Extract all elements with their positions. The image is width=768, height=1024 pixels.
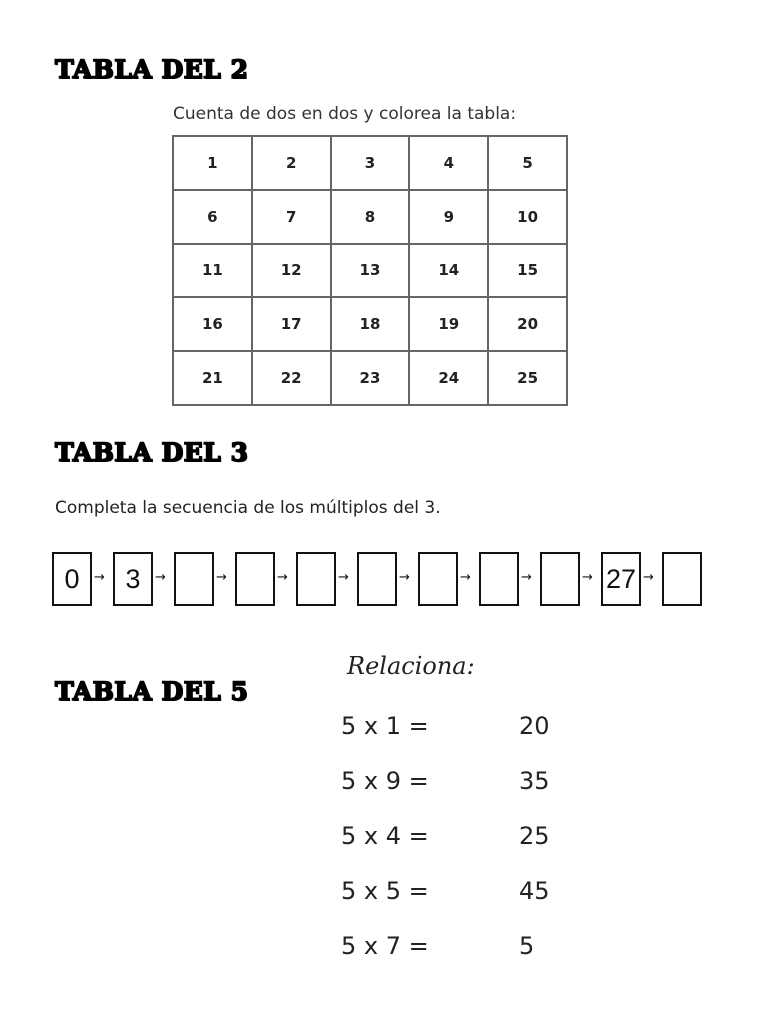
arrow-right-icon: → bbox=[399, 570, 410, 585]
grid-row bbox=[173, 351, 567, 405]
grid-row bbox=[173, 190, 567, 244]
grid-cell[interactable]: 1 bbox=[173, 136, 252, 190]
arrow-right-icon: → bbox=[338, 570, 349, 585]
answer-option[interactable]: 5 bbox=[519, 932, 535, 960]
instruction-tabla-del-2: Cuenta de dos en dos y colorea la tabla: bbox=[173, 104, 517, 124]
sequence-blank-box[interactable] bbox=[296, 552, 336, 606]
instruction-relaciona: Relaciona: bbox=[347, 652, 475, 680]
grid-cell[interactable]: 13 bbox=[331, 244, 410, 298]
answer-option[interactable]: 25 bbox=[519, 822, 550, 850]
matching-row bbox=[341, 877, 581, 913]
sequence-box: 0 bbox=[52, 552, 92, 606]
grid-cell[interactable]: 7 bbox=[252, 190, 331, 244]
number-grid-1-to-25 bbox=[172, 135, 568, 406]
sequence-blank-box[interactable] bbox=[418, 552, 458, 606]
heading-tabla-del-5: TABLA DEL 5 bbox=[55, 677, 249, 706]
grid-cell[interactable]: 19 bbox=[409, 297, 488, 351]
grid-cell[interactable]: 14 bbox=[409, 244, 488, 298]
grid-cell[interactable]: 3 bbox=[331, 136, 410, 190]
grid-cell[interactable]: 25 bbox=[488, 351, 567, 405]
multiplication-expression: 5 x 7 = bbox=[341, 932, 429, 960]
grid-cell[interactable]: 2 bbox=[252, 136, 331, 190]
grid-cell[interactable]: 23 bbox=[331, 351, 410, 405]
sequence-blank-box[interactable] bbox=[540, 552, 580, 606]
sequence-box: 3 bbox=[113, 552, 153, 606]
grid-cell[interactable]: 11 bbox=[173, 244, 252, 298]
grid-cell[interactable]: 17 bbox=[252, 297, 331, 351]
answer-option[interactable]: 35 bbox=[519, 767, 550, 795]
multiplication-expression: 5 x 9 = bbox=[341, 767, 429, 795]
sequence-blank-box[interactable] bbox=[662, 552, 702, 606]
grid-cell[interactable]: 12 bbox=[252, 244, 331, 298]
multiplication-expression: 5 x 1 = bbox=[341, 712, 429, 740]
answer-option[interactable]: 20 bbox=[519, 712, 550, 740]
grid-cell[interactable]: 10 bbox=[488, 190, 567, 244]
multiples-of-3-sequence bbox=[52, 552, 712, 610]
sequence-blank-box[interactable] bbox=[174, 552, 214, 606]
grid-cell[interactable]: 16 bbox=[173, 297, 252, 351]
grid-cell[interactable]: 15 bbox=[488, 244, 567, 298]
multiplication-expression: 5 x 4 = bbox=[341, 822, 429, 850]
sequence-blank-box[interactable] bbox=[479, 552, 519, 606]
sequence-box: 27 bbox=[601, 552, 641, 606]
arrow-right-icon: → bbox=[521, 570, 532, 585]
grid-cell[interactable]: 24 bbox=[409, 351, 488, 405]
answer-option[interactable]: 45 bbox=[519, 877, 550, 905]
arrow-right-icon: → bbox=[460, 570, 471, 585]
sequence-blank-box[interactable] bbox=[235, 552, 275, 606]
grid-cell[interactable]: 21 bbox=[173, 351, 252, 405]
grid-cell[interactable]: 8 bbox=[331, 190, 410, 244]
grid-cell[interactable]: 18 bbox=[331, 297, 410, 351]
grid-row bbox=[173, 297, 567, 351]
grid-cell[interactable]: 6 bbox=[173, 190, 252, 244]
matching-row bbox=[341, 712, 581, 748]
matching-row bbox=[341, 767, 581, 803]
arrow-right-icon: → bbox=[643, 570, 654, 585]
grid-cell[interactable]: 4 bbox=[409, 136, 488, 190]
grid-row bbox=[173, 244, 567, 298]
grid-cell[interactable]: 20 bbox=[488, 297, 567, 351]
arrow-right-icon: → bbox=[155, 570, 166, 585]
grid-row bbox=[173, 136, 567, 190]
grid-cell[interactable]: 9 bbox=[409, 190, 488, 244]
arrow-right-icon: → bbox=[582, 570, 593, 585]
matching-row bbox=[341, 822, 581, 858]
arrow-right-icon: → bbox=[277, 570, 288, 585]
matching-row bbox=[341, 932, 581, 968]
arrow-right-icon: → bbox=[94, 570, 105, 585]
sequence-blank-box[interactable] bbox=[357, 552, 397, 606]
arrow-right-icon: → bbox=[216, 570, 227, 585]
grid-cell[interactable]: 22 bbox=[252, 351, 331, 405]
heading-tabla-del-2: TABLA DEL 2 bbox=[55, 55, 249, 84]
grid-cell[interactable]: 5 bbox=[488, 136, 567, 190]
instruction-tabla-del-3: Completa la secuencia de los múltiplos del 3. bbox=[55, 498, 441, 518]
heading-tabla-del-3: TABLA DEL 3 bbox=[55, 438, 249, 467]
multiplication-expression: 5 x 5 = bbox=[341, 877, 429, 905]
